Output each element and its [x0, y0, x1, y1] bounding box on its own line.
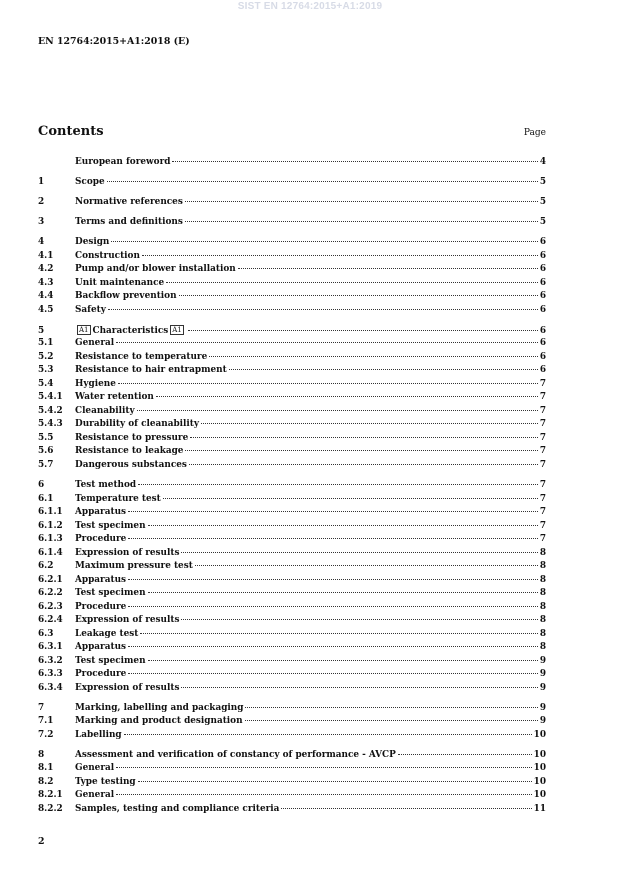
toc-entry-title-wrap: [75, 629, 138, 639]
toc-entry-number: 4.3: [38, 277, 54, 288]
toc-entry-number: 8: [38, 749, 45, 760]
toc-entry[interactable]: [38, 656, 546, 670]
toc-entry-title-wrap: [75, 575, 126, 585]
toc-entry[interactable]: [38, 703, 546, 717]
toc-entry-page: 9: [539, 702, 546, 713]
table-of-contents: [38, 157, 546, 817]
toc-entry-title: Expression of results: [75, 615, 180, 626]
toc-entry[interactable]: [38, 615, 546, 629]
toc-entry-title: Terms and definitions: [75, 217, 183, 228]
dot-leader: [185, 216, 538, 222]
dot-leader: [189, 459, 538, 465]
toc-entry-title-wrap: [75, 750, 396, 760]
toc-entry-title-wrap: [75, 521, 146, 531]
toc-entry[interactable]: [38, 602, 546, 616]
toc-entry-title: Test specimen: [75, 520, 146, 531]
toc-entry-page: 6: [539, 277, 546, 288]
dot-leader: [138, 479, 538, 485]
dot-leader: [137, 405, 538, 411]
toc-entry[interactable]: [38, 763, 546, 777]
toc-entry-title: Apparatus: [75, 507, 127, 518]
toc-entry-title: Resistance to leakage: [75, 446, 184, 457]
toc-entry-title-wrap: [75, 157, 170, 167]
dot-leader: [181, 614, 537, 620]
toc-entry-number: 7.1: [38, 716, 54, 727]
toc-entry-number: 3: [38, 217, 45, 228]
toc-entry-title-wrap: [75, 642, 126, 652]
toc-entry-page: 10: [533, 776, 546, 787]
toc-entry-page: 8: [539, 588, 546, 599]
toc-entry-number: 6.3.3: [38, 669, 63, 680]
toc-entry-page: 6: [539, 250, 546, 261]
toc-entry-page: 11: [533, 803, 546, 814]
dot-leader: [190, 432, 538, 438]
toc-entry-number: 5.3: [38, 365, 54, 376]
toc-entry[interactable]: [38, 446, 546, 460]
toc-entry[interactable]: [38, 157, 546, 171]
toc-entry-page: 7: [539, 392, 546, 403]
toc-entry-title: Resistance to hair entrapment: [75, 365, 227, 376]
toc-entry[interactable]: [38, 507, 546, 521]
toc-entry-title-wrap: [75, 365, 227, 375]
toc-entry-number: 4.1: [38, 250, 54, 261]
dot-leader: [118, 378, 538, 384]
toc-entry-title: General: [75, 763, 115, 774]
toc-entry[interactable]: [38, 669, 546, 683]
toc-entry-title: Durability of cleanability: [75, 419, 200, 430]
dot-leader: [128, 601, 538, 607]
toc-entry-title-wrap: [75, 460, 187, 470]
toc-entry-title-wrap: [75, 763, 114, 773]
toc-entry[interactable]: [38, 419, 546, 433]
toc-entry-title: Resistance to pressure: [75, 432, 189, 443]
toc-entry-number: 6: [38, 480, 45, 491]
toc-entry-number: 8.1: [38, 763, 54, 774]
toc-entry-title: Apparatus: [75, 642, 127, 653]
toc-entry-number: 6.2.4: [38, 615, 63, 626]
toc-entry-title-wrap: [75, 602, 126, 612]
toc-entry-title-wrap: [75, 197, 183, 207]
dot-leader: [107, 176, 538, 182]
toc-entry-title: Resistance to temperature: [75, 351, 208, 362]
toc-entry-page: 7: [539, 507, 546, 518]
dot-leader: [128, 668, 538, 674]
toc-entry-title-wrap: [75, 716, 243, 726]
toc-entry-title: Marking, labelling and packaging: [75, 702, 244, 713]
toc-entry-title: Procedure: [75, 669, 127, 680]
toc-entry-page: 6: [539, 338, 546, 349]
dot-leader: [195, 560, 538, 566]
dot-leader: [281, 803, 531, 809]
toc-entry-title-wrap: [75, 352, 207, 362]
toc-entry[interactable]: [38, 561, 546, 575]
toc-entry-title: Characteristics: [92, 325, 169, 336]
toc-entry-page: 5: [539, 217, 546, 228]
toc-entry[interactable]: [38, 237, 546, 251]
toc-entry-number: 6.1: [38, 493, 54, 504]
toc-entry-number: 7.2: [38, 729, 54, 740]
toc-entry-page: 9: [539, 669, 546, 680]
dot-leader: [238, 263, 538, 269]
toc-entry-number: 2: [38, 197, 45, 208]
toc-entry-number: 6.3: [38, 628, 54, 639]
toc-entry-title: Unit maintenance: [75, 277, 165, 288]
toc-entry[interactable]: [38, 750, 546, 764]
toc-entry-number: 5.2: [38, 351, 54, 362]
toc-entry-title-wrap: [75, 325, 186, 336]
toc-entry[interactable]: [38, 534, 546, 548]
dot-leader: [128, 533, 538, 539]
toc-entry-page: 5: [539, 177, 546, 188]
toc-entry-page: 10: [533, 749, 546, 760]
toc-entry-page: 7: [539, 534, 546, 545]
toc-entry-title: Construction: [75, 250, 140, 261]
toc-entry-number: 5.1: [38, 338, 54, 349]
toc-entry-title: Samples, testing and compliance criteria: [75, 803, 280, 814]
dot-leader: [124, 729, 532, 735]
toc-entry-page: 4: [539, 157, 546, 167]
amendment-start-mark: A1: [79, 325, 89, 334]
toc-entry[interactable]: [38, 716, 546, 730]
toc-entry-title: Scope: [75, 177, 105, 188]
toc-entry-title: Maximum pressure test: [75, 561, 193, 572]
watermark: SIST EN 12764:2015+A1:2019: [237, 1, 383, 12]
toc-entry-title-wrap: [75, 683, 179, 693]
toc-entry-title: Hygiene: [75, 378, 116, 389]
dot-leader: [179, 290, 538, 296]
toc-entry[interactable]: [38, 264, 546, 278]
dot-leader: [398, 749, 532, 755]
toc-entry-number: 6.1.3: [38, 534, 63, 545]
toc-entry-number: 4.4: [38, 291, 54, 302]
dot-leader: [156, 391, 538, 397]
toc-entry-title-wrap: [75, 669, 126, 679]
toc-entry-title-wrap: [75, 338, 114, 348]
toc-entry-title-wrap: [75, 419, 199, 429]
toc-entry[interactable]: [38, 730, 546, 744]
page-number: 2: [38, 836, 45, 847]
toc-entry-title: Test specimen: [75, 588, 146, 599]
toc-entry-page: 6: [539, 304, 546, 315]
toc-entry-title-wrap: [75, 406, 135, 416]
toc-entry[interactable]: [38, 521, 546, 535]
dot-leader: [172, 156, 537, 162]
toc-entry-number: 7: [38, 702, 45, 713]
toc-entry-title-wrap: [75, 217, 183, 227]
toc-entry-page: 10: [533, 729, 546, 740]
toc-entry-title: Expression of results: [75, 547, 180, 558]
toc-entry-number: 8.2.1: [38, 790, 63, 801]
toc-entry-page: 7: [539, 446, 546, 457]
toc-entry-number: 4: [38, 237, 45, 248]
toc-entry-title-wrap: [75, 548, 179, 558]
toc-entry[interactable]: [38, 352, 546, 366]
toc-entry-title: Safety: [75, 304, 106, 315]
toc-entry[interactable]: [38, 251, 546, 265]
toc-entry-number: 4.2: [38, 264, 54, 275]
toc-entry-title-wrap: [75, 804, 279, 814]
toc-entry-title-wrap: [75, 278, 164, 288]
toc-entry-title-wrap: [75, 494, 161, 504]
toc-entry[interactable]: [38, 197, 546, 211]
toc-entry-title: Cleanability: [75, 405, 135, 416]
toc-entry-title: Leakage test: [75, 628, 139, 639]
toc-entry-title-wrap: [75, 446, 183, 456]
toc-entry-title: General: [75, 790, 115, 801]
toc-entry-page: 8: [539, 615, 546, 626]
dot-leader: [185, 445, 537, 451]
toc-entry-title-wrap: [75, 305, 106, 315]
document-id: EN 12764:2015+A1:2018 (E): [38, 36, 190, 47]
toc-entry-title: Test method: [75, 480, 137, 491]
toc-entry-title: Procedure: [75, 601, 127, 612]
toc-entry-title: Test specimen: [75, 655, 146, 666]
dot-leader: [163, 493, 538, 499]
dot-leader: [111, 236, 537, 242]
toc-entry-title-wrap: [75, 615, 179, 625]
toc-entry-number: 1: [38, 177, 45, 188]
toc-entry-title-wrap: [75, 534, 126, 544]
toc-entry-number: 6.2.3: [38, 601, 63, 612]
toc-entry-number: 8.2.2: [38, 803, 63, 814]
toc-entry-number: 8.2: [38, 776, 54, 787]
toc-entry-number: 6.1.4: [38, 547, 63, 558]
dot-leader: [181, 682, 537, 688]
toc-entry[interactable]: [38, 548, 546, 562]
toc-entry-title-wrap: [75, 251, 140, 261]
toc-entry-page: 9: [539, 716, 546, 727]
toc-entry-title: Pump and/or blower installation: [75, 264, 236, 275]
toc-entry-page: 7: [539, 459, 546, 470]
toc-entry[interactable]: [38, 217, 546, 231]
toc-entry[interactable]: [38, 460, 546, 474]
toc-entry-title: Temperature test: [75, 493, 161, 504]
toc-entry-number: 6.1.1: [38, 507, 63, 518]
toc-entry-title: Dangerous substances: [75, 459, 187, 470]
toc-entry[interactable]: [38, 480, 546, 494]
dot-leader: [116, 337, 538, 343]
toc-entry-page: 7: [539, 480, 546, 491]
toc-entry[interactable]: [38, 433, 546, 447]
toc-entry-page: 6: [539, 365, 546, 376]
dot-leader: [128, 506, 538, 512]
contents-title: Contents: [38, 124, 104, 139]
toc-entry-title: General: [75, 338, 115, 349]
toc-entry-page: 8: [539, 601, 546, 612]
toc-entry-number: 5.6: [38, 446, 54, 457]
toc-entry-page: 8: [539, 561, 546, 572]
toc-entry-page: 7: [539, 493, 546, 504]
dot-leader: [148, 587, 538, 593]
toc-entry-page: 7: [539, 432, 546, 443]
toc-entry-page: 7: [539, 520, 546, 531]
toc-entry-page: 9: [539, 655, 546, 666]
dot-leader: [229, 364, 538, 370]
toc-entry-title: Marking and product designation: [75, 716, 243, 727]
dot-leader: [128, 641, 538, 647]
toc-entry-title: Water retention: [75, 392, 154, 403]
toc-entry-number: 6.1.2: [38, 520, 63, 531]
toc-entry-title-wrap: [75, 480, 136, 490]
dot-leader: [181, 547, 537, 553]
toc-entry[interactable]: [38, 575, 546, 589]
toc-entry[interactable]: [38, 804, 546, 818]
toc-entry-title-wrap: [75, 561, 193, 571]
dot-leader: [209, 351, 538, 357]
dot-leader: [201, 418, 538, 424]
toc-entry-number: 6.3.1: [38, 642, 63, 653]
toc-entry-title: Assessment and verification of constancy of performance - AVCP: [75, 749, 396, 760]
toc-entry[interactable]: [38, 406, 546, 420]
toc-entry-page: 7: [539, 378, 546, 389]
toc-entry-page: 6: [539, 325, 546, 336]
dot-leader: [116, 762, 532, 768]
toc-entry-number: 6.2.2: [38, 588, 63, 599]
toc-entry-page: 8: [539, 574, 546, 585]
toc-entry-number: 6.2: [38, 561, 54, 572]
toc-entry[interactable]: [38, 338, 546, 352]
toc-entry-title-wrap: [75, 790, 114, 800]
toc-entry-title-wrap: [75, 379, 116, 389]
toc-entry[interactable]: [38, 305, 546, 319]
toc-entry-page: 9: [539, 682, 546, 693]
toc-entry-number: 5.4.2: [38, 405, 63, 416]
dot-leader: [140, 628, 537, 634]
toc-entry-title-wrap: [75, 177, 105, 187]
toc-entry[interactable]: [38, 278, 546, 292]
toc-entry[interactable]: [38, 291, 546, 305]
toc-entry-number: 6.3.2: [38, 655, 63, 666]
toc-entry-number: 5.7: [38, 459, 54, 470]
toc-entry[interactable]: [38, 177, 546, 191]
toc-entry-page: 7: [539, 419, 546, 430]
toc-entry-number: 5: [38, 325, 45, 336]
toc-entry-page: 8: [539, 642, 546, 653]
page-column-label: Page: [523, 128, 546, 138]
toc-entry-title: Expression of results: [75, 682, 180, 693]
dot-leader: [142, 250, 538, 256]
dot-leader: [245, 715, 538, 721]
toc-entry-title-wrap: [75, 264, 236, 274]
toc-entry-title: Backflow prevention: [75, 291, 177, 302]
toc-entry[interactable]: [38, 392, 546, 406]
toc-entry-title: Labelling: [75, 729, 122, 740]
toc-entry-title-wrap: [75, 588, 146, 598]
toc-entry[interactable]: [38, 365, 546, 379]
toc-entry-title-wrap: [75, 433, 188, 443]
toc-entry[interactable]: [38, 494, 546, 508]
toc-entry[interactable]: [38, 325, 546, 339]
toc-entry-page: 6: [539, 291, 546, 302]
toc-entry-title-wrap: [75, 703, 243, 713]
toc-entry-title-wrap: [75, 507, 126, 517]
toc-entry-page: 6: [539, 237, 546, 248]
dot-leader: [116, 789, 532, 795]
toc-entry-number: 5.5: [38, 432, 54, 443]
toc-entry-page: 10: [533, 763, 546, 774]
dot-leader: [108, 304, 538, 310]
toc-entry-page: 5: [539, 197, 546, 208]
toc-entry-title: Procedure: [75, 534, 127, 545]
toc-entry-page: 10: [533, 790, 546, 801]
toc-entry-number: 5.4.3: [38, 419, 63, 430]
toc-entry[interactable]: [38, 777, 546, 791]
dot-leader: [185, 196, 538, 202]
dot-leader: [166, 277, 538, 283]
toc-entry-title: Type testing: [75, 776, 136, 787]
toc-entry-page: 8: [539, 547, 546, 558]
dot-leader: [148, 520, 538, 526]
toc-entry-title: Normative references: [75, 197, 183, 208]
toc-entry-number: 6.2.1: [38, 574, 63, 585]
dot-leader: [138, 776, 532, 782]
toc-entry-title-wrap: [75, 392, 154, 402]
toc-entry-number: 6.3.4: [38, 682, 63, 693]
dot-leader: [148, 655, 538, 661]
toc-entry-title-wrap: [75, 777, 136, 787]
toc-entry-page: 7: [539, 405, 546, 416]
toc-entry-page: 6: [539, 351, 546, 362]
toc-entry-title: Design: [75, 237, 110, 248]
toc-entry-number: 5.4.1: [38, 392, 63, 403]
toc-entry-title-wrap: [75, 730, 122, 740]
toc-entry-title: Apparatus: [75, 574, 127, 585]
toc-entry[interactable]: [38, 588, 546, 602]
toc-entry-page: 8: [539, 628, 546, 639]
dot-leader: [245, 702, 537, 708]
toc-entry-title: European foreword: [75, 157, 171, 167]
toc-entry[interactable]: [38, 642, 546, 656]
toc-entry-number: 4.5: [38, 304, 54, 315]
dot-leader: [188, 325, 538, 331]
dot-leader: [128, 574, 538, 580]
toc-entry-page: 6: [539, 264, 546, 275]
toc-entry[interactable]: [38, 629, 546, 643]
toc-entry-title-wrap: [75, 656, 146, 666]
toc-entry[interactable]: [38, 379, 546, 393]
toc-entry-number: 5.4: [38, 378, 54, 389]
toc-entry-title-wrap: [75, 237, 109, 247]
toc-entry[interactable]: [38, 790, 546, 804]
amendment-end-mark: A1: [172, 325, 182, 334]
toc-entry-title-wrap: [75, 291, 177, 301]
toc-entry[interactable]: [38, 683, 546, 697]
